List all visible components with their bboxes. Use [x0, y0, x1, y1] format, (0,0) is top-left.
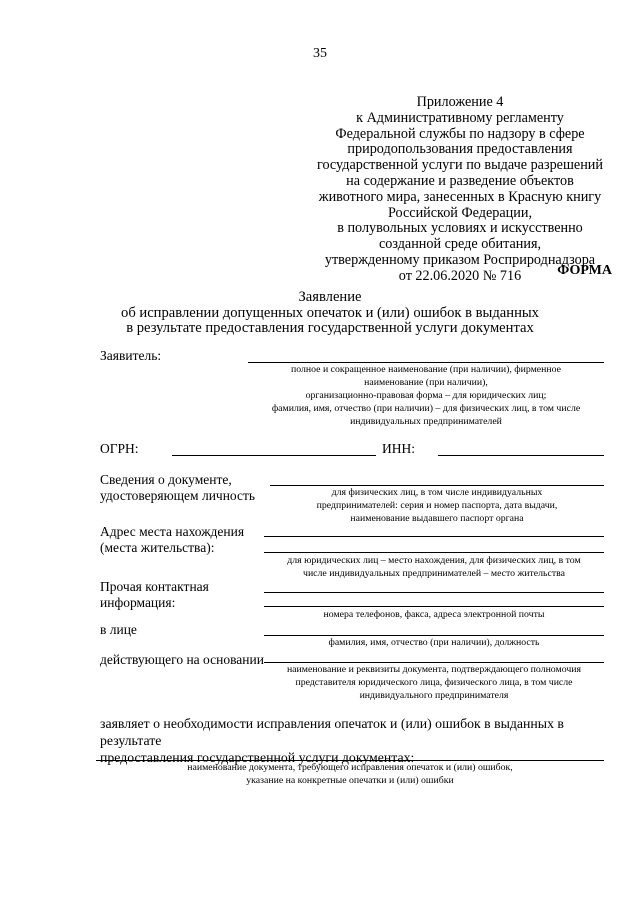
identity-doc-note [262, 486, 612, 525]
address-field-line-2[interactable] [264, 552, 604, 553]
note-line: предпринимателей: серия и номер паспорта, дата выдачи, [316, 500, 558, 511]
label-line: информация: [100, 595, 176, 610]
appendix-line: природопользования предоставления [347, 141, 573, 158]
contacts-field-line-1[interactable] [264, 592, 604, 593]
appendix-line: Российской Федерации, [387, 204, 532, 221]
note-line: для юридических лиц – место нахождения, для физических лиц, в том [287, 555, 581, 566]
note-line: индивидуального предпринимателя [359, 690, 509, 701]
appendix-line: от 22.06.2020 № 716 [398, 267, 522, 284]
appendix-line: к Административному регламенту [356, 109, 564, 126]
appendix-line: Приложение 4 [416, 94, 504, 110]
appendix-line: государственной услуги по выдаче разрешений [317, 157, 603, 174]
identity-doc-label [100, 472, 255, 504]
appendix-line: на содержание и разведение объектов [346, 172, 574, 189]
basis-note [256, 663, 612, 702]
note-line: наименование (при наличии), [364, 377, 488, 388]
inn-label: ИНН: [382, 441, 415, 456]
appendix-line: животного мира, занесенных в Красную книгу [318, 188, 602, 205]
declaration-line: заявляет о необходимости исправления опечаток и (или) ошибок в выданных в результате [100, 716, 564, 748]
contacts-note: номера телефонов, факса, адреса электронной почты [323, 609, 545, 620]
declaration-line: предоставления государственной услуги документах: [100, 750, 415, 765]
label-line: удостоверяющем личность [100, 488, 256, 503]
ogrn-field-line[interactable] [172, 455, 376, 456]
address-field-line-1[interactable] [264, 536, 604, 537]
declaration-note [96, 761, 604, 787]
note-line: полное и сокращенное наименование (при наличии), фирменное [291, 364, 561, 375]
applicant-note [236, 363, 616, 428]
title-line: Заявление [298, 289, 362, 305]
note-line: индивидуальных предпринимателей [350, 416, 502, 427]
note-line: представителя юридического лица, физического лица, в том числе [295, 677, 573, 688]
appendix-line: Федеральной службы по надзору в сфере [335, 125, 585, 142]
label-line: Адрес места нахождения [100, 524, 245, 539]
title-line: в результате предоставления государственной услуги документах [126, 320, 534, 336]
label-line: Сведения о документе, [100, 472, 232, 487]
note-line: наименование документа, требующего исправления опечаток и (или) ошибок, [187, 762, 513, 773]
ogrn-label: ОГРН: [100, 441, 139, 456]
applicant-label: Заявитель: [100, 348, 162, 363]
declaration-text [100, 715, 615, 766]
basis-label: действующего на основании [100, 652, 264, 667]
appendix-line: в полувольных условиях и искусственно [337, 220, 583, 237]
note-line: указание на конкретные опечатки и (или) ошибки [246, 775, 454, 786]
page-number: 35 [313, 46, 327, 61]
person-label: в лице [100, 622, 137, 637]
document-title [80, 290, 580, 337]
note-line: наименование выдавшего паспорт органа [350, 513, 524, 524]
person-note: фамилия, имя, отчество (при наличии), должность [328, 637, 540, 648]
appendix-line: утвержденному приказом Росприроднадзора [324, 251, 596, 268]
note-line: наименование и реквизиты документа, подтверждающего полномочия [286, 664, 582, 675]
label-line: Прочая контактная [100, 579, 209, 594]
note-line: числе индивидуальных предпринимателей – место жительства [303, 568, 565, 579]
appendix-line: созданной среде обитания, [378, 236, 542, 253]
address-note [256, 554, 612, 580]
title-line: об исправлении допущенных опечаток и (или) ошибок в выданных [121, 304, 539, 321]
address-label [100, 524, 244, 556]
note-line: для физических лиц, в том числе индивидуальных [331, 487, 543, 498]
note-line: организационно-правовая форма – для юридических лиц; [305, 390, 547, 401]
appendix-block [292, 95, 628, 285]
inn-field-line[interactable] [438, 455, 604, 456]
label-line: (места жительства): [100, 540, 215, 555]
form-label: ФОРМА [557, 263, 612, 278]
note-line: фамилия, имя, отчество (при наличии) – для физических лиц, в том числе [271, 403, 581, 414]
contacts-field-line-2[interactable] [264, 606, 604, 607]
contacts-label [100, 579, 209, 611]
